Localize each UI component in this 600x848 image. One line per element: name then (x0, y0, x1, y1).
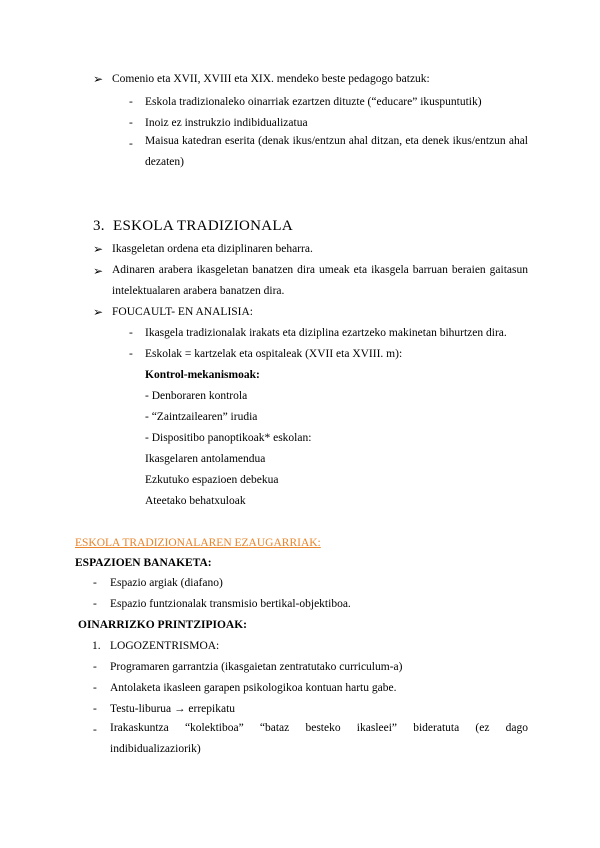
control-item: - “Zaintzailearen” irudia (145, 411, 258, 423)
features-link[interactable]: ESKOLA TRADIZIONALAREN EZAUGARRIAK: (75, 537, 321, 549)
dash-bullet: - (129, 96, 133, 108)
dash-bullet: - (129, 138, 133, 150)
bullet-item: FOUCAULT- EN ANALISIA: (112, 306, 253, 318)
list-item: Eskola tradizionaleko oinarriak ezartzen dituzte (“educare” ikuspuntutik) (145, 96, 482, 108)
section-title: ESKOLA TRADIZIONALA (113, 218, 293, 234)
control-item: - Dispositibo panoptikoak* eskolan: (145, 432, 312, 444)
principle-name: LOGOZENTRISMOA: (110, 640, 220, 652)
list-item: Irakaskuntza “kolektiboa” “bataz besteko ikasleei” bideratuta (ez dago indibidualizaziorik) (110, 722, 528, 755)
list-item: Espazio funtzionalak transmisio bertikal-objektiboa. (110, 598, 351, 610)
dash-bullet: - (129, 348, 133, 360)
list-item: Programaren garrantzia (ikasgaietan zentratutako curriculum-a) (110, 661, 403, 673)
dash-bullet: - (93, 661, 97, 673)
dash-bullet: - (93, 598, 97, 610)
arrow-bullet-icon: ➢ (93, 264, 104, 278)
dash-bullet: - (129, 117, 133, 129)
list-item: Eskolak = kartzelak eta ospitaleak (XVII eta XVIII. m): (145, 348, 403, 360)
list-item: Ikasgela tradizionalak irakats eta diziplina ezartzeko makinetan bihurtzen dira. (145, 327, 507, 339)
bullet-item: Ikasgeletan ordena eta diziplinaren beharra. (112, 243, 313, 255)
list-item: Testu-liburua → errepikatu (110, 703, 236, 715)
principles-title: OINARRIZKO PRINTZIPIOAK: (78, 619, 248, 631)
control-item: Ezkutuko espazioen debekua (145, 474, 279, 486)
list-item: Espazio argiak (diafano) (110, 577, 223, 589)
section1-heading: Comenio eta XVII, XVIII eta XIX. mendeko beste pedagogo batzuk: (112, 73, 430, 85)
dash-bullet: - (93, 703, 97, 715)
section-number: 3. (93, 218, 105, 234)
arrow-bullet-icon: ➢ (93, 242, 104, 256)
bullet-item: Adinaren arabera ikasgeletan banatzen dira umeak eta ikasgela barruan beraien gaitasun intelektualaren arabera banatzen dira. (112, 264, 528, 297)
dash-bullet: - (93, 682, 97, 694)
dash-bullet: - (93, 577, 97, 589)
dash-bullet: - (93, 724, 97, 736)
space-title: ESPAZIOEN BANAKETA: (75, 557, 212, 569)
control-item: Ateetako behatxuloak (145, 495, 246, 507)
list-item: Antolaketa ikasleen garapen psikologikoa kontuan hartu gabe. (110, 682, 397, 694)
principle-number: 1. (92, 640, 101, 652)
control-title: Kontrol-mekanismoak: (145, 369, 260, 381)
control-item: Ikasgelaren antolamendua (145, 453, 266, 465)
control-item: - Denboraren kontrola (145, 390, 248, 402)
list-item: Inoiz ez instrukzio indibidualizatua (145, 117, 308, 129)
arrow-bullet-icon: ➢ (93, 72, 104, 86)
dash-bullet: - (129, 327, 133, 339)
arrow-bullet-icon: ➢ (93, 305, 104, 319)
list-item: Maisua katedran eserita (denak ikus/entzun ahal ditzan, eta denek ikus/entzun ahal dezaten) (145, 135, 528, 168)
